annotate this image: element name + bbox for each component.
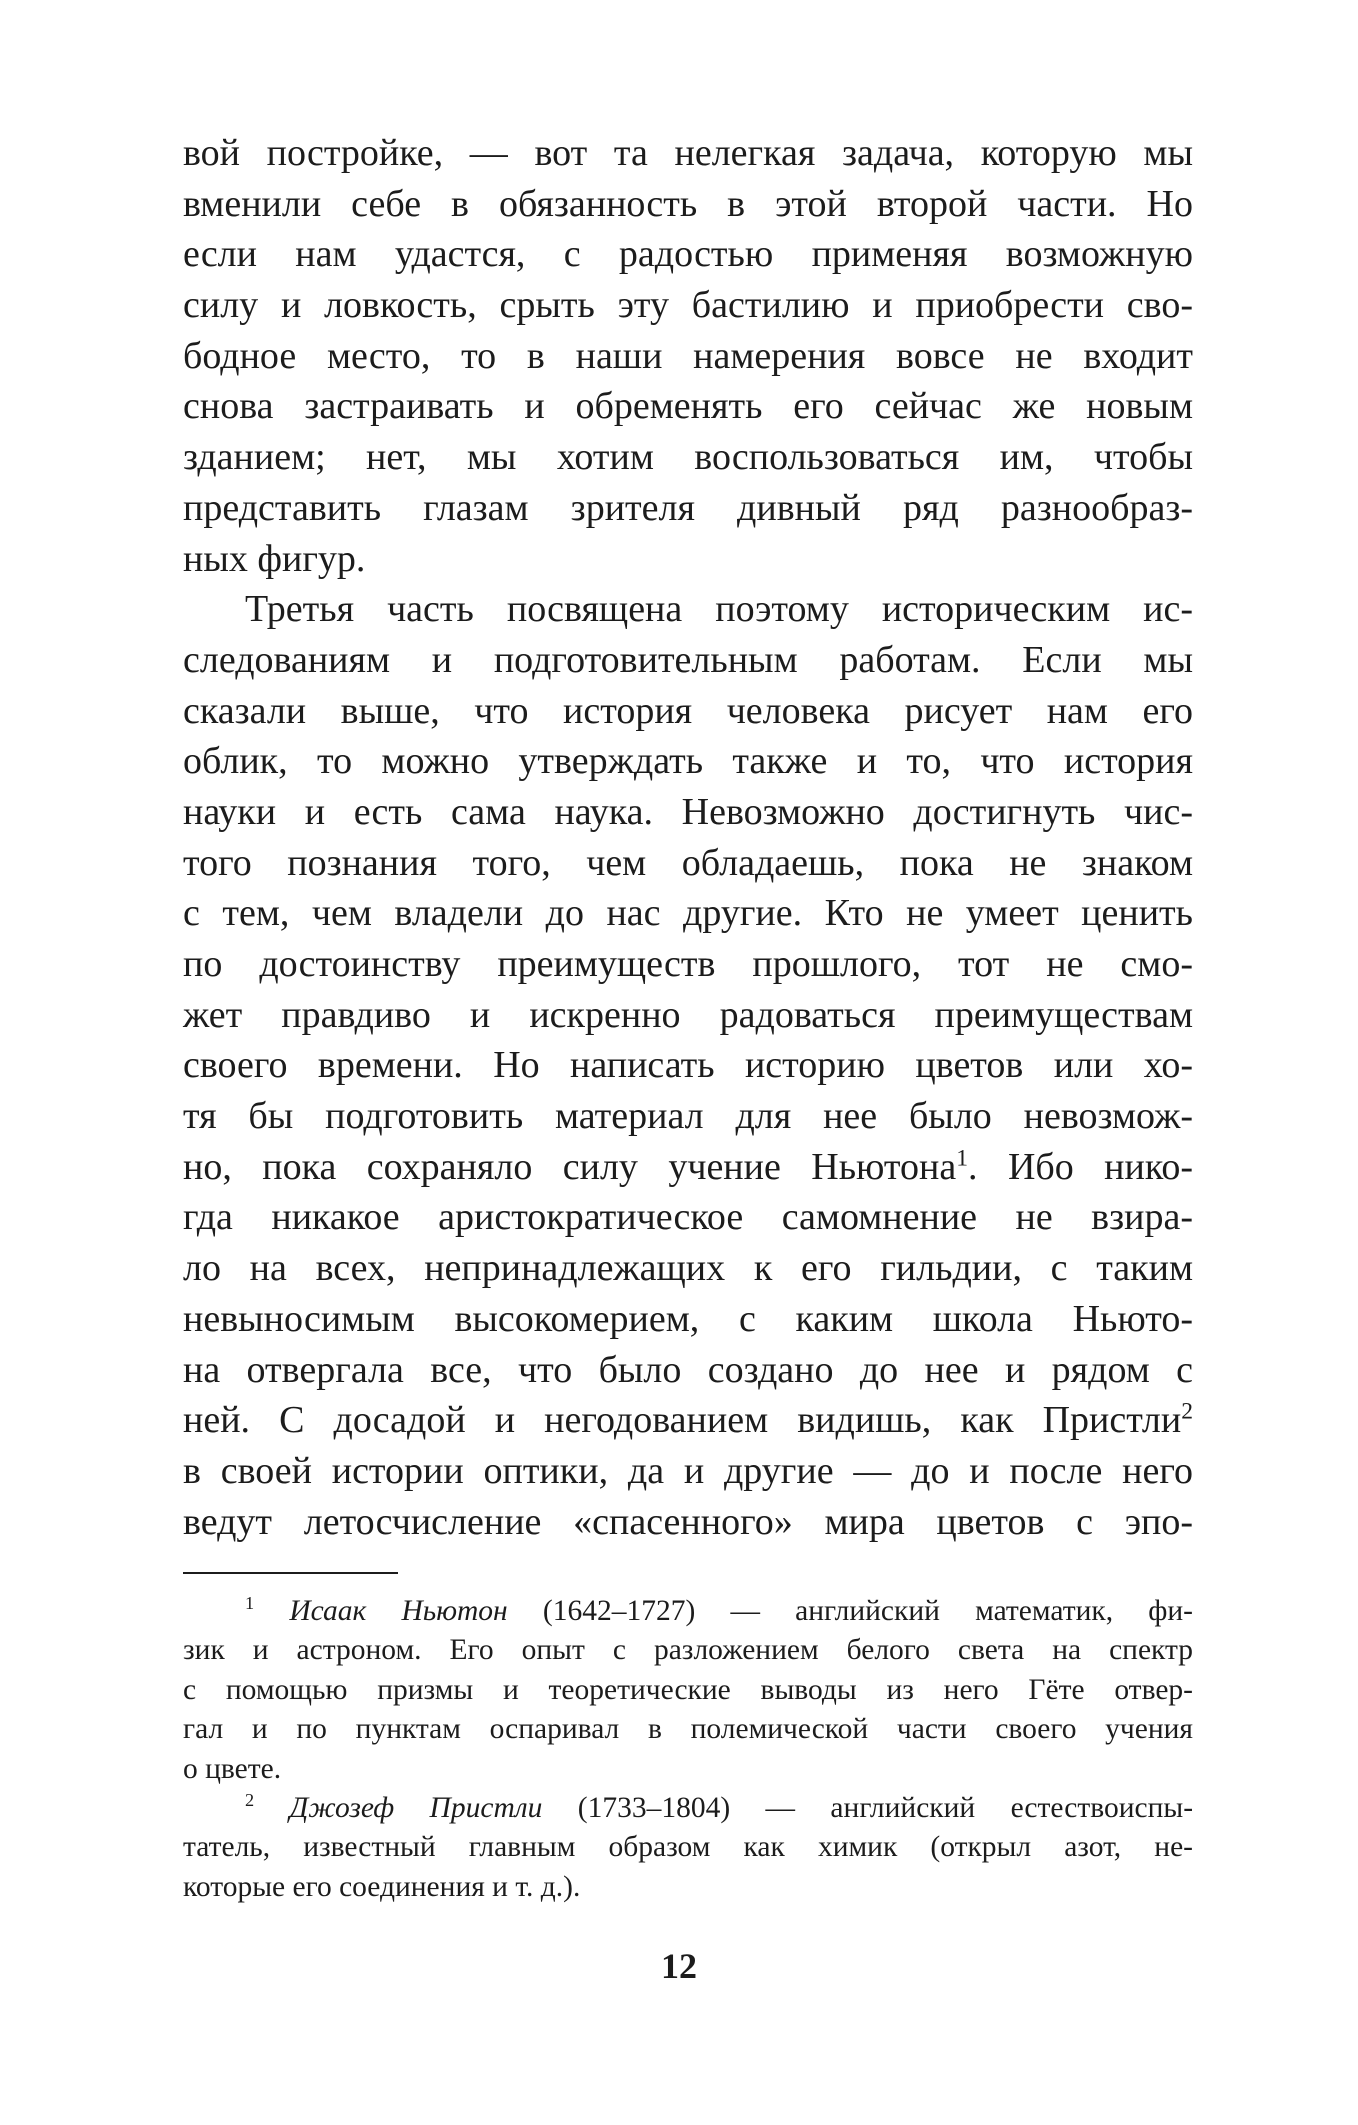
footnote-2-line — [183, 1789, 1193, 1828]
footnote-1-name: Исаак Ньютон — [289, 1595, 508, 1627]
text-line: тя бы подготовить материал для нее было невозмож- — [183, 1095, 1193, 1138]
text-line: на отвергала все, что было создано до нее и рядом с — [183, 1348, 1193, 1391]
footnote-2-marker: 2 — [245, 1790, 255, 1811]
text-line: следованиям и подготовительным работам. Если мы — [183, 638, 1193, 681]
text-line: зданием; нет, мы хотим воспользоваться им, чтобы — [183, 436, 1193, 479]
text-line: в своей истории оптики, да и другие — до и после него — [183, 1449, 1193, 1492]
text-line: с тем, чем владели до нас другие. Кто не умеет ценить — [183, 892, 1193, 935]
text-line: ведут летосчисление «спасенного» мира цветов с эпо- — [183, 1500, 1193, 1543]
text-fragment: ней. С досадой и негодованием видишь, как Пристли — [183, 1399, 1182, 1442]
footnote-2-name: Джозеф Пристли — [289, 1791, 543, 1824]
text-line: бодное место, то в наши намерения вовсе не входит — [183, 334, 1193, 377]
text-line: сказали выше, что история человека рисует нам его — [183, 689, 1193, 732]
text-line: ло на всех, непринадлежащих к его гильдии, с таким — [183, 1247, 1193, 1290]
text-line: по достоинству преимуществ прошлого, тот не смо- — [183, 943, 1193, 985]
text-line: своего времени. Но написать историю цветов или хо- — [183, 1044, 1193, 1087]
text-line: жет правдиво и искренно радоваться преимуществам — [183, 993, 1193, 1036]
text-line-newton-ref — [183, 1142, 1193, 1193]
text-line: вменили себе в обязанность в этой второй части. Но — [183, 182, 1193, 225]
text-fragment: но, пока сохраняло силу учение Ньютона — [183, 1145, 957, 1188]
text-fragment: (1733–1804) — английский естествоиспы- — [542, 1791, 1194, 1824]
text-line: облик, то можно утверждать также и то, что история — [183, 740, 1193, 783]
footnote-1-line: с помощью призмы и теоретические выводы из него Гёте отвер- — [183, 1673, 1193, 1706]
text-line: гда никакое аристократическое самомнение не взира- — [183, 1196, 1193, 1239]
text-line: Третья часть посвящена поэтому историческим ис- — [245, 588, 1193, 631]
footnote-2-line: татель, известный главным образом как химик (открыл азот, не- — [183, 1831, 1193, 1864]
footnote-1-line: гал и по пунктам оспаривал в полемической части своего учения — [183, 1713, 1193, 1746]
main-text — [183, 128, 1193, 1547]
text-line: того познания того, чем обладаешь, пока не знаком — [183, 841, 1193, 884]
page-number: 12 — [661, 1946, 697, 1986]
text-line: если нам удастся, с радостью применяя возможную — [183, 233, 1193, 276]
text-line: силу и ловкость, срыть эту бастилию и приобрести сво- — [183, 284, 1193, 327]
text-line: вой постройке, — вот та нелегкая задача, которую мы — [183, 132, 1193, 174]
footnote-ref-1[interactable]: 1 — [956, 1145, 969, 1172]
footnote-1-marker: 1 — [245, 1593, 255, 1614]
footnote-1-line: зик и астроном. Его опыт с разложением белого света на спектр — [183, 1634, 1193, 1667]
text-fragment: (1642–1727) — английский математик, фи- — [507, 1595, 1194, 1627]
text-line: ных фигур. — [183, 537, 366, 580]
footnote-ref-2[interactable]: 2 — [1181, 1398, 1193, 1425]
text-line: невыносимым высокомерием, с каким школа Ньюто- — [183, 1297, 1193, 1340]
footnotes — [183, 1592, 1193, 1907]
text-line: снова застраивать и обременять его сейчас же новым — [183, 385, 1193, 428]
footnote-2-line: которые его соединения и т. д.). — [183, 1870, 581, 1903]
footnote-1-line — [183, 1592, 1193, 1631]
text-line-priestley-ref — [183, 1395, 1193, 1446]
footnote-divider — [183, 1572, 398, 1574]
footnote-1-line: о цвете. — [183, 1752, 282, 1785]
text-line: науки и есть сама наука. Невозможно достигнуть чис- — [183, 790, 1193, 833]
text-fragment: . Ибо нико- — [968, 1145, 1194, 1188]
text-line: представить глазам зрителя дивный ряд разнообраз- — [183, 486, 1193, 529]
